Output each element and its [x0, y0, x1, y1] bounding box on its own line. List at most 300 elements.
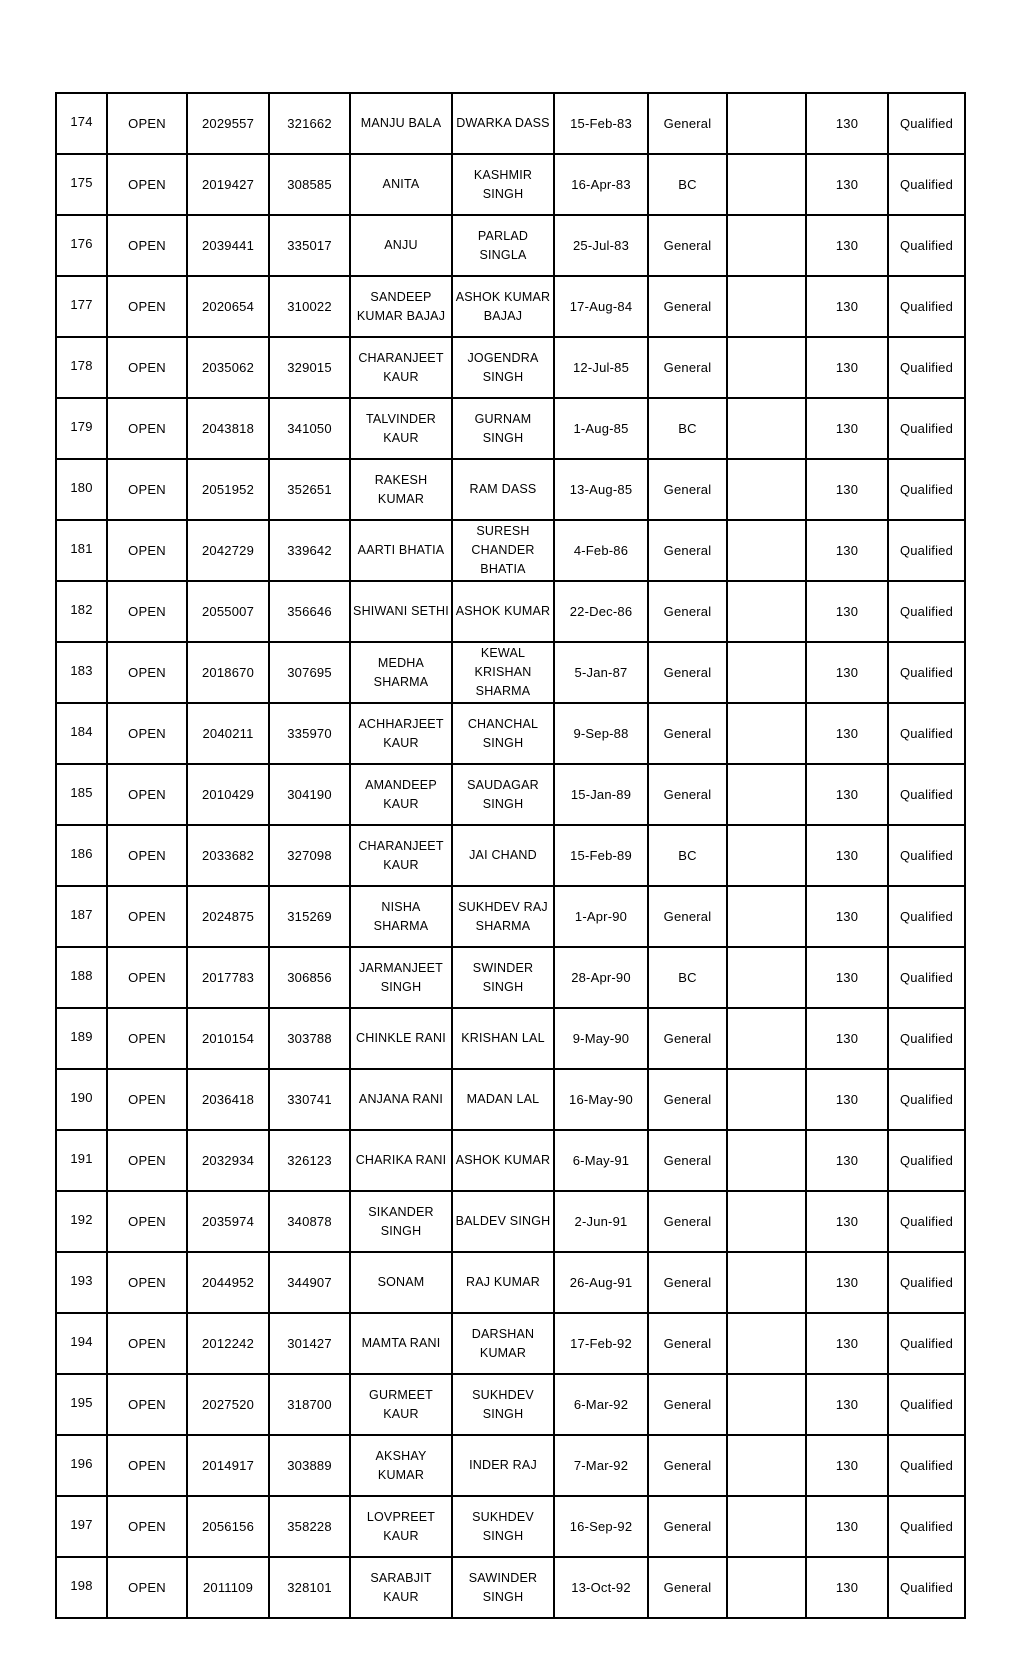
marks-cell: 130	[806, 1252, 888, 1313]
status-cell: Qualified	[888, 581, 965, 642]
category-cell: General	[648, 764, 727, 825]
category-cell: BC	[648, 154, 727, 215]
serial-number-cell: 180	[56, 459, 107, 520]
category-cell: BC	[648, 825, 727, 886]
candidate-name-cell: SANDEEP KUMAR BAJAJ	[350, 276, 452, 337]
marks-cell: 130	[806, 1130, 888, 1191]
father-name-cell: PARLAD SINGLA	[452, 215, 554, 276]
roll-number-cell: 2018670	[187, 642, 269, 703]
candidate-name-cell: NISHA SHARMA	[350, 886, 452, 947]
date-of-birth-cell: 13-Aug-85	[554, 459, 648, 520]
date-of-birth-cell: 5-Jan-87	[554, 642, 648, 703]
open-category-cell: OPEN	[107, 1252, 187, 1313]
father-name-cell: SUKHDEV RAJ SHARMA	[452, 886, 554, 947]
category-cell: General	[648, 276, 727, 337]
father-name-cell: SUKHDEV SINGH	[452, 1496, 554, 1557]
date-of-birth-cell: 26-Aug-91	[554, 1252, 648, 1313]
remark-cell	[727, 520, 806, 581]
serial-number-cell: 187	[56, 886, 107, 947]
registration-number-cell: 303788	[269, 1008, 350, 1069]
remark-cell	[727, 1313, 806, 1374]
registration-number-cell: 341050	[269, 398, 350, 459]
candidate-name-cell: TALVINDER KAUR	[350, 398, 452, 459]
father-name-cell: RAJ KUMAR	[452, 1252, 554, 1313]
table-row	[56, 276, 965, 337]
date-of-birth-cell: 9-May-90	[554, 1008, 648, 1069]
table-row	[56, 520, 965, 581]
category-cell: BC	[648, 947, 727, 1008]
candidate-name-cell: MEDHA SHARMA	[350, 642, 452, 703]
registration-number-cell: 356646	[269, 581, 350, 642]
remark-cell	[727, 1557, 806, 1618]
date-of-birth-cell: 15-Jan-89	[554, 764, 648, 825]
candidate-name-cell: SHIWANI SETHI	[350, 581, 452, 642]
roll-number-cell: 2039441	[187, 215, 269, 276]
father-name-cell: BALDEV SINGH	[452, 1191, 554, 1252]
status-cell: Qualified	[888, 1435, 965, 1496]
date-of-birth-cell: 16-Sep-92	[554, 1496, 648, 1557]
open-category-cell: OPEN	[107, 1008, 187, 1069]
marks-cell: 130	[806, 1069, 888, 1130]
father-name-cell: JOGENDRA SINGH	[452, 337, 554, 398]
status-cell: Qualified	[888, 1008, 965, 1069]
candidate-name-cell: CHINKLE RANI	[350, 1008, 452, 1069]
father-name-cell: GURNAM SINGH	[452, 398, 554, 459]
open-category-cell: OPEN	[107, 1069, 187, 1130]
remark-cell	[727, 947, 806, 1008]
status-cell: Qualified	[888, 337, 965, 398]
status-cell: Qualified	[888, 459, 965, 520]
serial-number-cell: 195	[56, 1374, 107, 1435]
open-category-cell: OPEN	[107, 703, 187, 764]
roll-number-cell: 2019427	[187, 154, 269, 215]
father-name-cell: KASHMIR SINGH	[452, 154, 554, 215]
date-of-birth-cell: 15-Feb-89	[554, 825, 648, 886]
serial-number-cell: 176	[56, 215, 107, 276]
marks-cell: 130	[806, 215, 888, 276]
marks-cell: 130	[806, 93, 888, 154]
date-of-birth-cell: 2-Jun-91	[554, 1191, 648, 1252]
category-cell: General	[648, 1313, 727, 1374]
status-cell: Qualified	[888, 215, 965, 276]
table-row	[56, 459, 965, 520]
roll-number-cell: 2029557	[187, 93, 269, 154]
registration-number-cell: 318700	[269, 1374, 350, 1435]
candidate-name-cell: GURMEET KAUR	[350, 1374, 452, 1435]
open-category-cell: OPEN	[107, 581, 187, 642]
serial-number-cell: 188	[56, 947, 107, 1008]
category-cell: General	[648, 1496, 727, 1557]
open-category-cell: OPEN	[107, 642, 187, 703]
registration-number-cell: 326123	[269, 1130, 350, 1191]
category-cell: General	[648, 1252, 727, 1313]
serial-number-cell: 174	[56, 93, 107, 154]
status-cell: Qualified	[888, 1496, 965, 1557]
father-name-cell: SURESH CHANDER BHATIA	[452, 520, 554, 581]
roll-number-cell: 2027520	[187, 1374, 269, 1435]
remark-cell	[727, 154, 806, 215]
registration-number-cell: 352651	[269, 459, 350, 520]
father-name-cell: KRISHAN LAL	[452, 1008, 554, 1069]
roll-number-cell: 2043818	[187, 398, 269, 459]
status-cell: Qualified	[888, 642, 965, 703]
open-category-cell: OPEN	[107, 764, 187, 825]
category-cell: General	[648, 703, 727, 764]
remark-cell	[727, 1191, 806, 1252]
roll-number-cell: 2032934	[187, 1130, 269, 1191]
registration-number-cell: 327098	[269, 825, 350, 886]
roll-number-cell: 2035062	[187, 337, 269, 398]
registration-number-cell: 335017	[269, 215, 350, 276]
category-cell: General	[648, 93, 727, 154]
candidate-name-cell: AKSHAY KUMAR	[350, 1435, 452, 1496]
open-category-cell: OPEN	[107, 459, 187, 520]
marks-cell: 130	[806, 1374, 888, 1435]
father-name-cell: ASHOK KUMAR	[452, 581, 554, 642]
remark-cell	[727, 1130, 806, 1191]
candidate-name-cell: CHARANJEET KAUR	[350, 825, 452, 886]
marks-cell: 130	[806, 642, 888, 703]
father-name-cell: INDER RAJ	[452, 1435, 554, 1496]
category-cell: General	[648, 1130, 727, 1191]
serial-number-cell: 189	[56, 1008, 107, 1069]
date-of-birth-cell: 7-Mar-92	[554, 1435, 648, 1496]
table-row	[56, 1008, 965, 1069]
open-category-cell: OPEN	[107, 1191, 187, 1252]
serial-number-cell: 178	[56, 337, 107, 398]
registration-number-cell: 315269	[269, 886, 350, 947]
registration-number-cell: 339642	[269, 520, 350, 581]
registration-number-cell: 307695	[269, 642, 350, 703]
category-cell: General	[648, 215, 727, 276]
serial-number-cell: 190	[56, 1069, 107, 1130]
remark-cell	[727, 1435, 806, 1496]
marks-cell: 130	[806, 276, 888, 337]
candidate-name-cell: SONAM	[350, 1252, 452, 1313]
father-name-cell: JAI CHAND	[452, 825, 554, 886]
open-category-cell: OPEN	[107, 276, 187, 337]
date-of-birth-cell: 17-Feb-92	[554, 1313, 648, 1374]
registration-number-cell: 321662	[269, 93, 350, 154]
status-cell: Qualified	[888, 886, 965, 947]
category-cell: General	[648, 1557, 727, 1618]
candidate-name-cell: LOVPREET KAUR	[350, 1496, 452, 1557]
status-cell: Qualified	[888, 703, 965, 764]
serial-number-cell: 192	[56, 1191, 107, 1252]
status-cell: Qualified	[888, 1252, 965, 1313]
father-name-cell: SWINDER SINGH	[452, 947, 554, 1008]
registration-number-cell: 304190	[269, 764, 350, 825]
category-cell: General	[648, 886, 727, 947]
table-row	[56, 1557, 965, 1618]
marks-cell: 130	[806, 1496, 888, 1557]
remark-cell	[727, 764, 806, 825]
roll-number-cell: 2036418	[187, 1069, 269, 1130]
open-category-cell: OPEN	[107, 1313, 187, 1374]
date-of-birth-cell: 22-Dec-86	[554, 581, 648, 642]
table-row	[56, 1130, 965, 1191]
marks-cell: 130	[806, 1435, 888, 1496]
marks-cell: 130	[806, 581, 888, 642]
open-category-cell: OPEN	[107, 1374, 187, 1435]
candidate-name-cell: AMANDEEP KAUR	[350, 764, 452, 825]
status-cell: Qualified	[888, 1557, 965, 1618]
father-name-cell: KEWAL KRISHAN SHARMA	[452, 642, 554, 703]
marks-cell: 130	[806, 764, 888, 825]
registration-number-cell: 344907	[269, 1252, 350, 1313]
marks-cell: 130	[806, 1557, 888, 1618]
marks-cell: 130	[806, 1313, 888, 1374]
candidate-name-cell: ANJU	[350, 215, 452, 276]
candidate-name-cell: MANJU BALA	[350, 93, 452, 154]
remark-cell	[727, 1252, 806, 1313]
category-cell: General	[648, 581, 727, 642]
date-of-birth-cell: 15-Feb-83	[554, 93, 648, 154]
status-cell: Qualified	[888, 947, 965, 1008]
father-name-cell: ASHOK KUMAR BAJAJ	[452, 276, 554, 337]
open-category-cell: OPEN	[107, 825, 187, 886]
marks-cell: 130	[806, 1191, 888, 1252]
category-cell: General	[648, 1069, 727, 1130]
remark-cell	[727, 215, 806, 276]
roll-number-cell: 2035974	[187, 1191, 269, 1252]
remark-cell	[727, 1374, 806, 1435]
candidate-name-cell: ACHHARJEET KAUR	[350, 703, 452, 764]
status-cell: Qualified	[888, 825, 965, 886]
remark-cell	[727, 459, 806, 520]
roll-number-cell: 2020654	[187, 276, 269, 337]
remark-cell	[727, 1496, 806, 1557]
table-row	[56, 1435, 965, 1496]
date-of-birth-cell: 4-Feb-86	[554, 520, 648, 581]
open-category-cell: OPEN	[107, 93, 187, 154]
candidate-name-cell: ANITA	[350, 154, 452, 215]
open-category-cell: OPEN	[107, 398, 187, 459]
table-row	[56, 93, 965, 154]
registration-number-cell: 328101	[269, 1557, 350, 1618]
open-category-cell: OPEN	[107, 1557, 187, 1618]
category-cell: General	[648, 337, 727, 398]
serial-number-cell: 177	[56, 276, 107, 337]
candidate-name-cell: SARABJIT KAUR	[350, 1557, 452, 1618]
date-of-birth-cell: 25-Jul-83	[554, 215, 648, 276]
table-row	[56, 1374, 965, 1435]
status-cell: Qualified	[888, 1069, 965, 1130]
status-cell: Qualified	[888, 764, 965, 825]
date-of-birth-cell: 28-Apr-90	[554, 947, 648, 1008]
table-row	[56, 1191, 965, 1252]
roll-number-cell: 2055007	[187, 581, 269, 642]
remark-cell	[727, 642, 806, 703]
status-cell: Qualified	[888, 1313, 965, 1374]
serial-number-cell: 179	[56, 398, 107, 459]
candidate-name-cell: CHARIKA RANI	[350, 1130, 452, 1191]
date-of-birth-cell: 16-May-90	[554, 1069, 648, 1130]
marks-cell: 130	[806, 886, 888, 947]
roll-number-cell: 2014917	[187, 1435, 269, 1496]
remark-cell	[727, 825, 806, 886]
serial-number-cell: 197	[56, 1496, 107, 1557]
marks-cell: 130	[806, 1008, 888, 1069]
father-name-cell: SUKHDEV SINGH	[452, 1374, 554, 1435]
father-name-cell: SAUDAGAR SINGH	[452, 764, 554, 825]
open-category-cell: OPEN	[107, 1130, 187, 1191]
registration-number-cell: 330741	[269, 1069, 350, 1130]
roll-number-cell: 2044952	[187, 1252, 269, 1313]
marks-cell: 130	[806, 337, 888, 398]
table-row	[56, 886, 965, 947]
father-name-cell: MADAN LAL	[452, 1069, 554, 1130]
date-of-birth-cell: 1-Aug-85	[554, 398, 648, 459]
status-cell: Qualified	[888, 93, 965, 154]
status-cell: Qualified	[888, 154, 965, 215]
registration-number-cell: 340878	[269, 1191, 350, 1252]
remark-cell	[727, 886, 806, 947]
roll-number-cell: 2017783	[187, 947, 269, 1008]
registration-number-cell: 310022	[269, 276, 350, 337]
registration-number-cell: 301427	[269, 1313, 350, 1374]
roll-number-cell: 2011109	[187, 1557, 269, 1618]
table-row	[56, 337, 965, 398]
remark-cell	[727, 398, 806, 459]
remark-cell	[727, 1069, 806, 1130]
remark-cell	[727, 276, 806, 337]
candidate-name-cell: SIKANDER SINGH	[350, 1191, 452, 1252]
category-cell: General	[648, 1374, 727, 1435]
status-cell: Qualified	[888, 520, 965, 581]
table-row	[56, 1313, 965, 1374]
date-of-birth-cell: 6-Mar-92	[554, 1374, 648, 1435]
father-name-cell: DARSHAN KUMAR	[452, 1313, 554, 1374]
roll-number-cell: 2012242	[187, 1313, 269, 1374]
status-cell: Qualified	[888, 398, 965, 459]
marks-cell: 130	[806, 703, 888, 764]
category-cell: General	[648, 1008, 727, 1069]
results-table	[55, 92, 966, 1619]
date-of-birth-cell: 12-Jul-85	[554, 337, 648, 398]
date-of-birth-cell: 16-Apr-83	[554, 154, 648, 215]
roll-number-cell: 2024875	[187, 886, 269, 947]
status-cell: Qualified	[888, 1130, 965, 1191]
roll-number-cell: 2010154	[187, 1008, 269, 1069]
date-of-birth-cell: 9-Sep-88	[554, 703, 648, 764]
open-category-cell: OPEN	[107, 337, 187, 398]
status-cell: Qualified	[888, 276, 965, 337]
registration-number-cell: 335970	[269, 703, 350, 764]
table-row	[56, 1069, 965, 1130]
roll-number-cell: 2056156	[187, 1496, 269, 1557]
serial-number-cell: 186	[56, 825, 107, 886]
candidate-name-cell: JARMANJEET SINGH	[350, 947, 452, 1008]
roll-number-cell: 2033682	[187, 825, 269, 886]
registration-number-cell: 306856	[269, 947, 350, 1008]
open-category-cell: OPEN	[107, 215, 187, 276]
table-row	[56, 215, 965, 276]
serial-number-cell: 181	[56, 520, 107, 581]
open-category-cell: OPEN	[107, 886, 187, 947]
open-category-cell: OPEN	[107, 947, 187, 1008]
candidate-name-cell: AARTI BHATIA	[350, 520, 452, 581]
category-cell: BC	[648, 398, 727, 459]
candidate-name-cell: ANJANA RANI	[350, 1069, 452, 1130]
roll-number-cell: 2042729	[187, 520, 269, 581]
serial-number-cell: 198	[56, 1557, 107, 1618]
remark-cell	[727, 337, 806, 398]
serial-number-cell: 185	[56, 764, 107, 825]
marks-cell: 130	[806, 459, 888, 520]
roll-number-cell: 2040211	[187, 703, 269, 764]
serial-number-cell: 191	[56, 1130, 107, 1191]
date-of-birth-cell: 1-Apr-90	[554, 886, 648, 947]
registration-number-cell: 303889	[269, 1435, 350, 1496]
father-name-cell: ASHOK KUMAR	[452, 1130, 554, 1191]
table-row	[56, 764, 965, 825]
serial-number-cell: 194	[56, 1313, 107, 1374]
date-of-birth-cell: 6-May-91	[554, 1130, 648, 1191]
serial-number-cell: 196	[56, 1435, 107, 1496]
category-cell: General	[648, 642, 727, 703]
table-row	[56, 642, 965, 703]
table-row	[56, 1496, 965, 1557]
marks-cell: 130	[806, 520, 888, 581]
open-category-cell: OPEN	[107, 154, 187, 215]
table-row	[56, 154, 965, 215]
status-cell: Qualified	[888, 1191, 965, 1252]
date-of-birth-cell: 17-Aug-84	[554, 276, 648, 337]
open-category-cell: OPEN	[107, 520, 187, 581]
category-cell: General	[648, 1435, 727, 1496]
serial-number-cell: 182	[56, 581, 107, 642]
registration-number-cell: 308585	[269, 154, 350, 215]
category-cell: General	[648, 459, 727, 520]
table-row	[56, 825, 965, 886]
remark-cell	[727, 703, 806, 764]
table-row	[56, 398, 965, 459]
father-name-cell: SAWINDER SINGH	[452, 1557, 554, 1618]
table-row	[56, 947, 965, 1008]
father-name-cell: CHANCHAL SINGH	[452, 703, 554, 764]
remark-cell	[727, 93, 806, 154]
candidate-name-cell: RAKESH KUMAR	[350, 459, 452, 520]
registration-number-cell: 358228	[269, 1496, 350, 1557]
serial-number-cell: 175	[56, 154, 107, 215]
serial-number-cell: 193	[56, 1252, 107, 1313]
table-body	[56, 93, 965, 1618]
marks-cell: 130	[806, 825, 888, 886]
table-row	[56, 703, 965, 764]
father-name-cell: DWARKA DASS	[452, 93, 554, 154]
candidate-name-cell: MAMTA RANI	[350, 1313, 452, 1374]
table-row	[56, 1252, 965, 1313]
open-category-cell: OPEN	[107, 1496, 187, 1557]
candidate-name-cell: CHARANJEET KAUR	[350, 337, 452, 398]
registration-number-cell: 329015	[269, 337, 350, 398]
roll-number-cell: 2051952	[187, 459, 269, 520]
father-name-cell: RAM DASS	[452, 459, 554, 520]
open-category-cell: OPEN	[107, 1435, 187, 1496]
roll-number-cell: 2010429	[187, 764, 269, 825]
status-cell: Qualified	[888, 1374, 965, 1435]
date-of-birth-cell: 13-Oct-92	[554, 1557, 648, 1618]
marks-cell: 130	[806, 398, 888, 459]
marks-cell: 130	[806, 154, 888, 215]
remark-cell	[727, 1008, 806, 1069]
category-cell: General	[648, 1191, 727, 1252]
marks-cell: 130	[806, 947, 888, 1008]
remark-cell	[727, 581, 806, 642]
table-row	[56, 581, 965, 642]
serial-number-cell: 184	[56, 703, 107, 764]
